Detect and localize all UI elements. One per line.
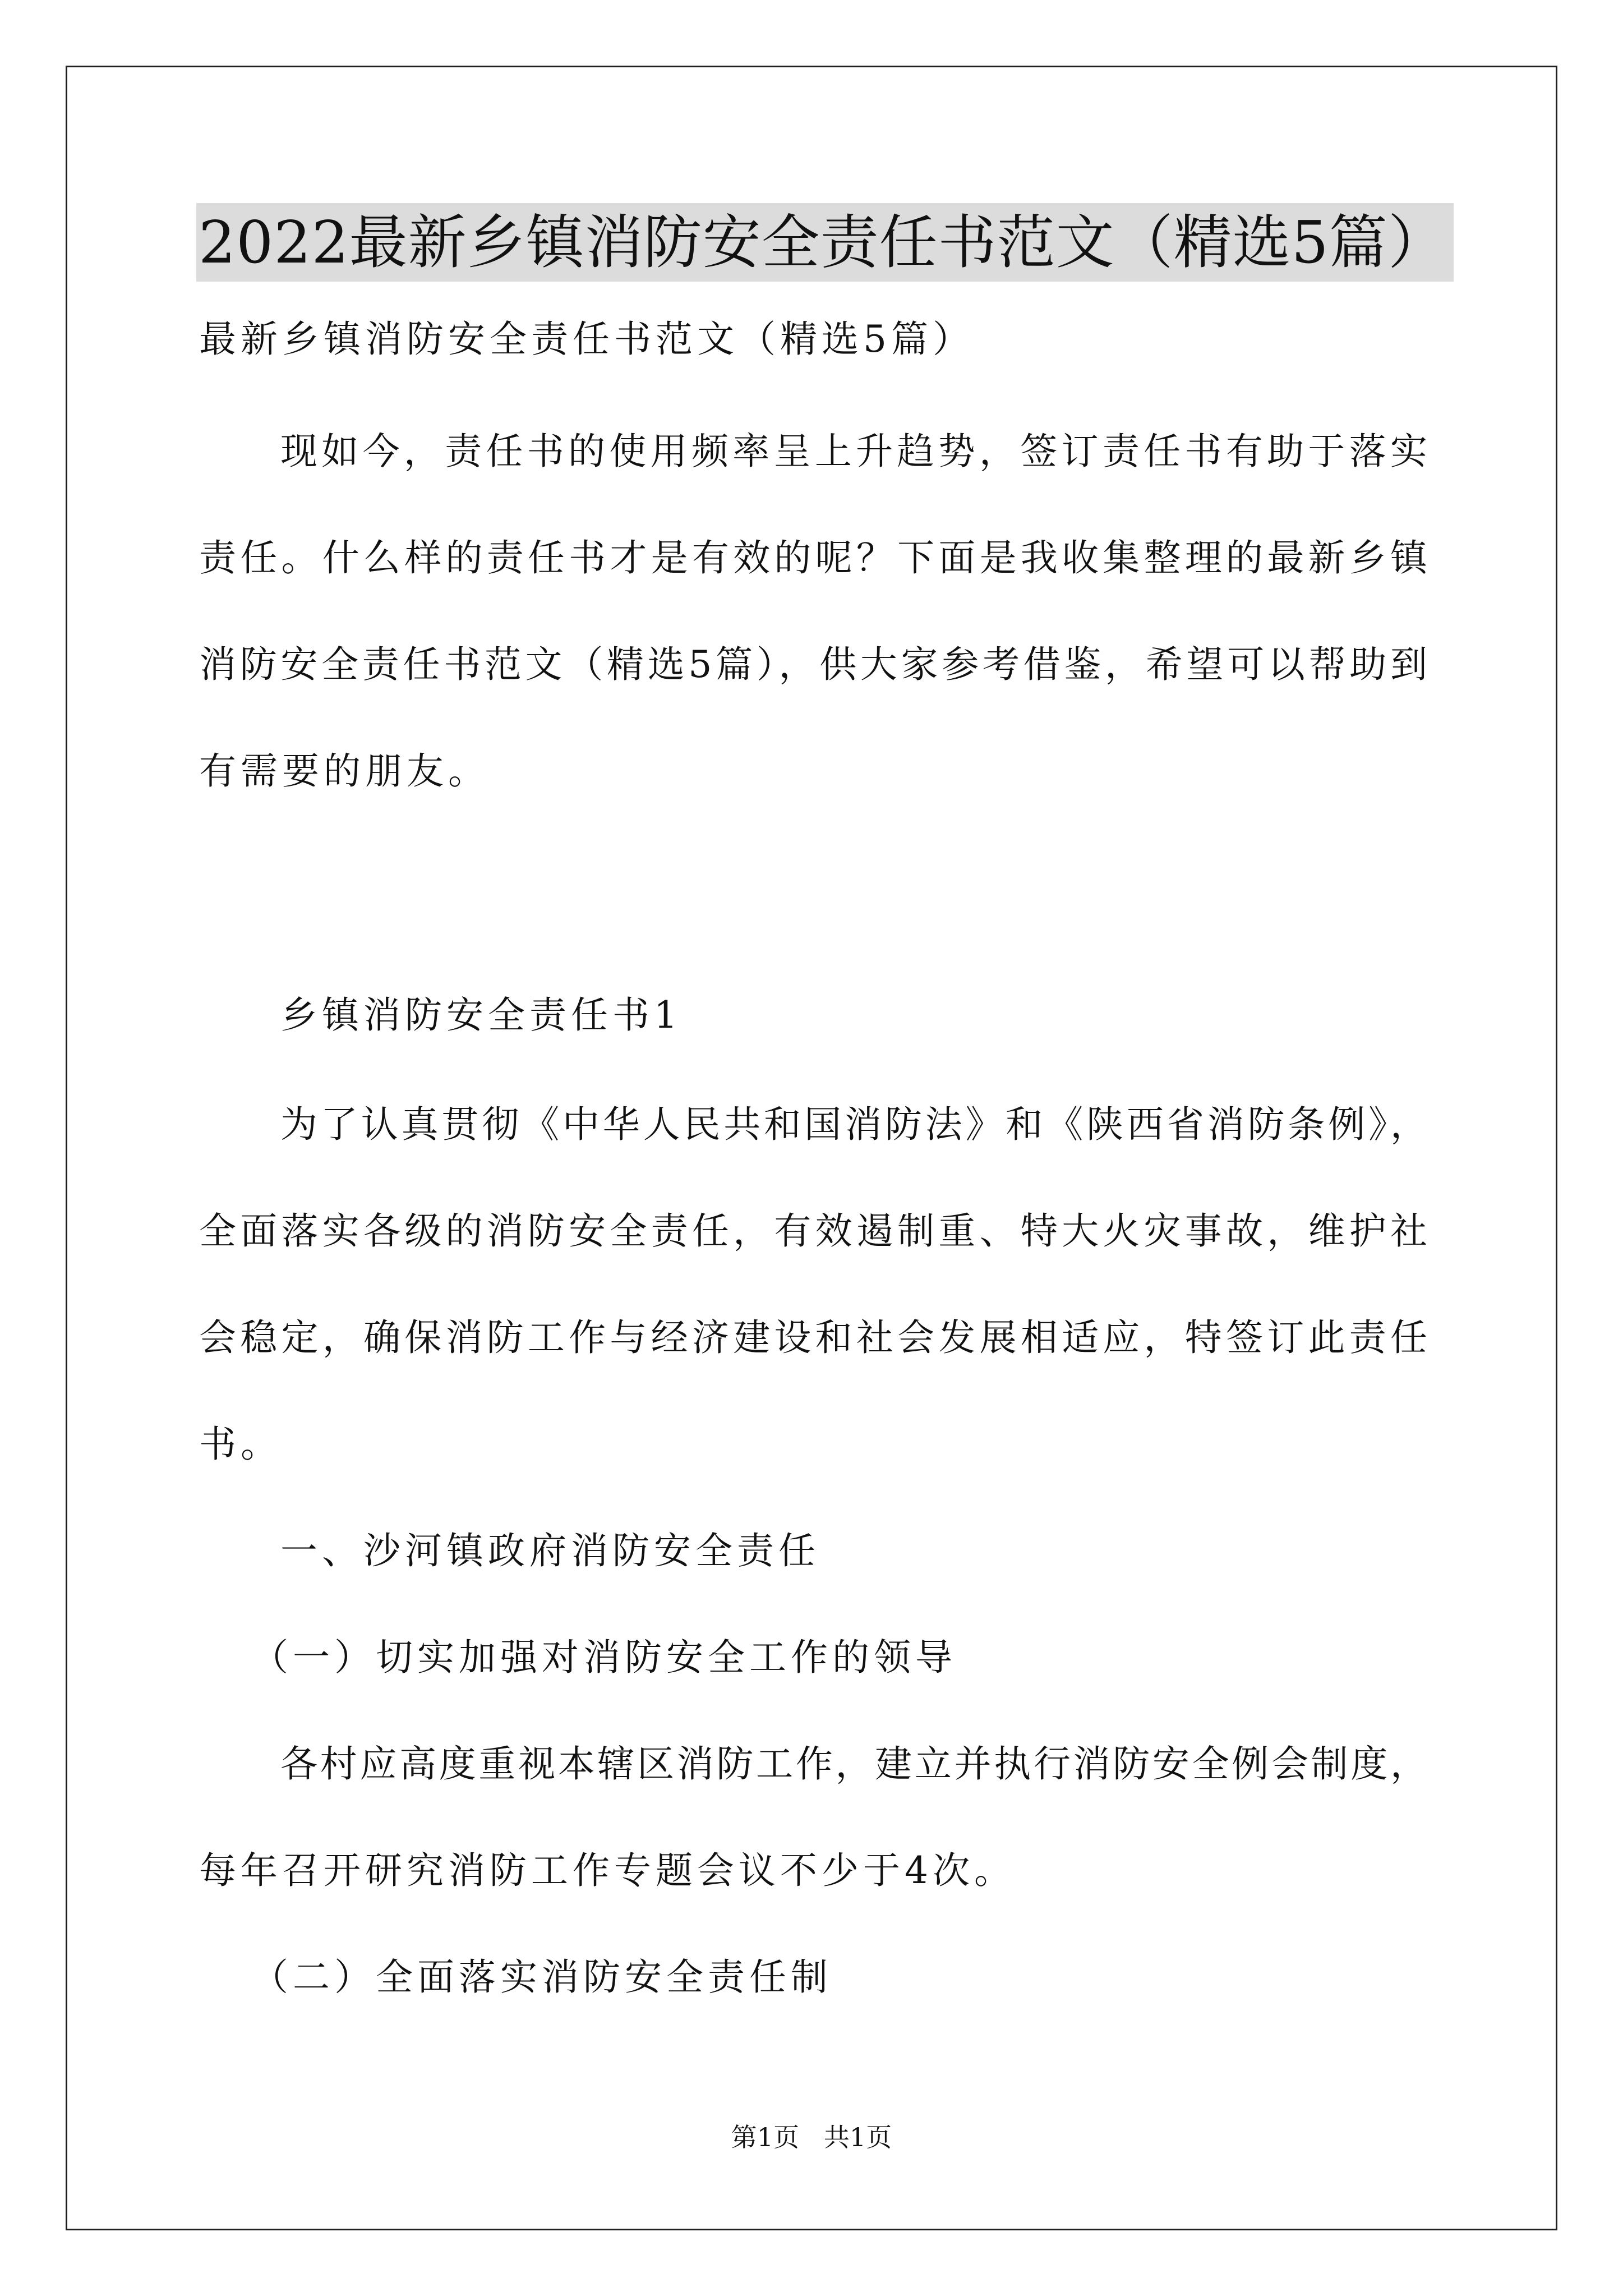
heading-1-2: （二）全面落实消防安全责任制 xyxy=(251,1955,832,1999)
heading-1-1: （一）切实加强对消防安全工作的领导 xyxy=(251,1636,957,1679)
heading-1: 一、沙河镇政府消防安全责任 xyxy=(280,1529,820,1572)
paragraph-1-line-1: 为了认真贯彻《中华人民共和国消防法》和《陕西省消防条例》， xyxy=(280,1103,1427,1146)
page-number-footer: 第1页 共1页 xyxy=(731,2122,892,2152)
intro-line-4: 有需要的朋友。 xyxy=(199,749,490,793)
paragraph-1-line-3: 会稳定，确保消防工作与经济建设和社会发展相适应，特签订此责任 xyxy=(199,1316,1427,1359)
paragraph-1-line-4: 书。 xyxy=(199,1423,282,1466)
document-title: 2022最新乡镇消防安全责任书范文（精选5篇） xyxy=(196,203,1454,282)
intro-line-2: 责任。什么样的责任书才是有效的呢？下面是我收集整理的最新乡镇 xyxy=(199,536,1427,579)
document-subtitle: 最新乡镇消防安全责任书范文（精选5篇） xyxy=(199,318,974,361)
paragraph-1-line-2: 全面落实各级的消防安全责任，有效遏制重、特大火灾事故，维护社 xyxy=(199,1209,1427,1253)
paragraph-2-line-1: 各村应高度重视本辖区消防工作，建立并执行消防安全例会制度， xyxy=(280,1742,1427,1786)
paragraph-2-line-2: 每年召开研究消防工作专题会议不少于4次。 xyxy=(199,1849,1016,1892)
intro-line-3: 消防安全责任书范文（精选5篇），供大家参考借鉴，希望可以帮助到 xyxy=(199,643,1427,686)
section-heading: 乡镇消防安全责任书1 xyxy=(280,993,682,1037)
intro-line-1: 现如今，责任书的使用频率呈上升趋势，签订责任书有助于落实 xyxy=(280,430,1427,473)
